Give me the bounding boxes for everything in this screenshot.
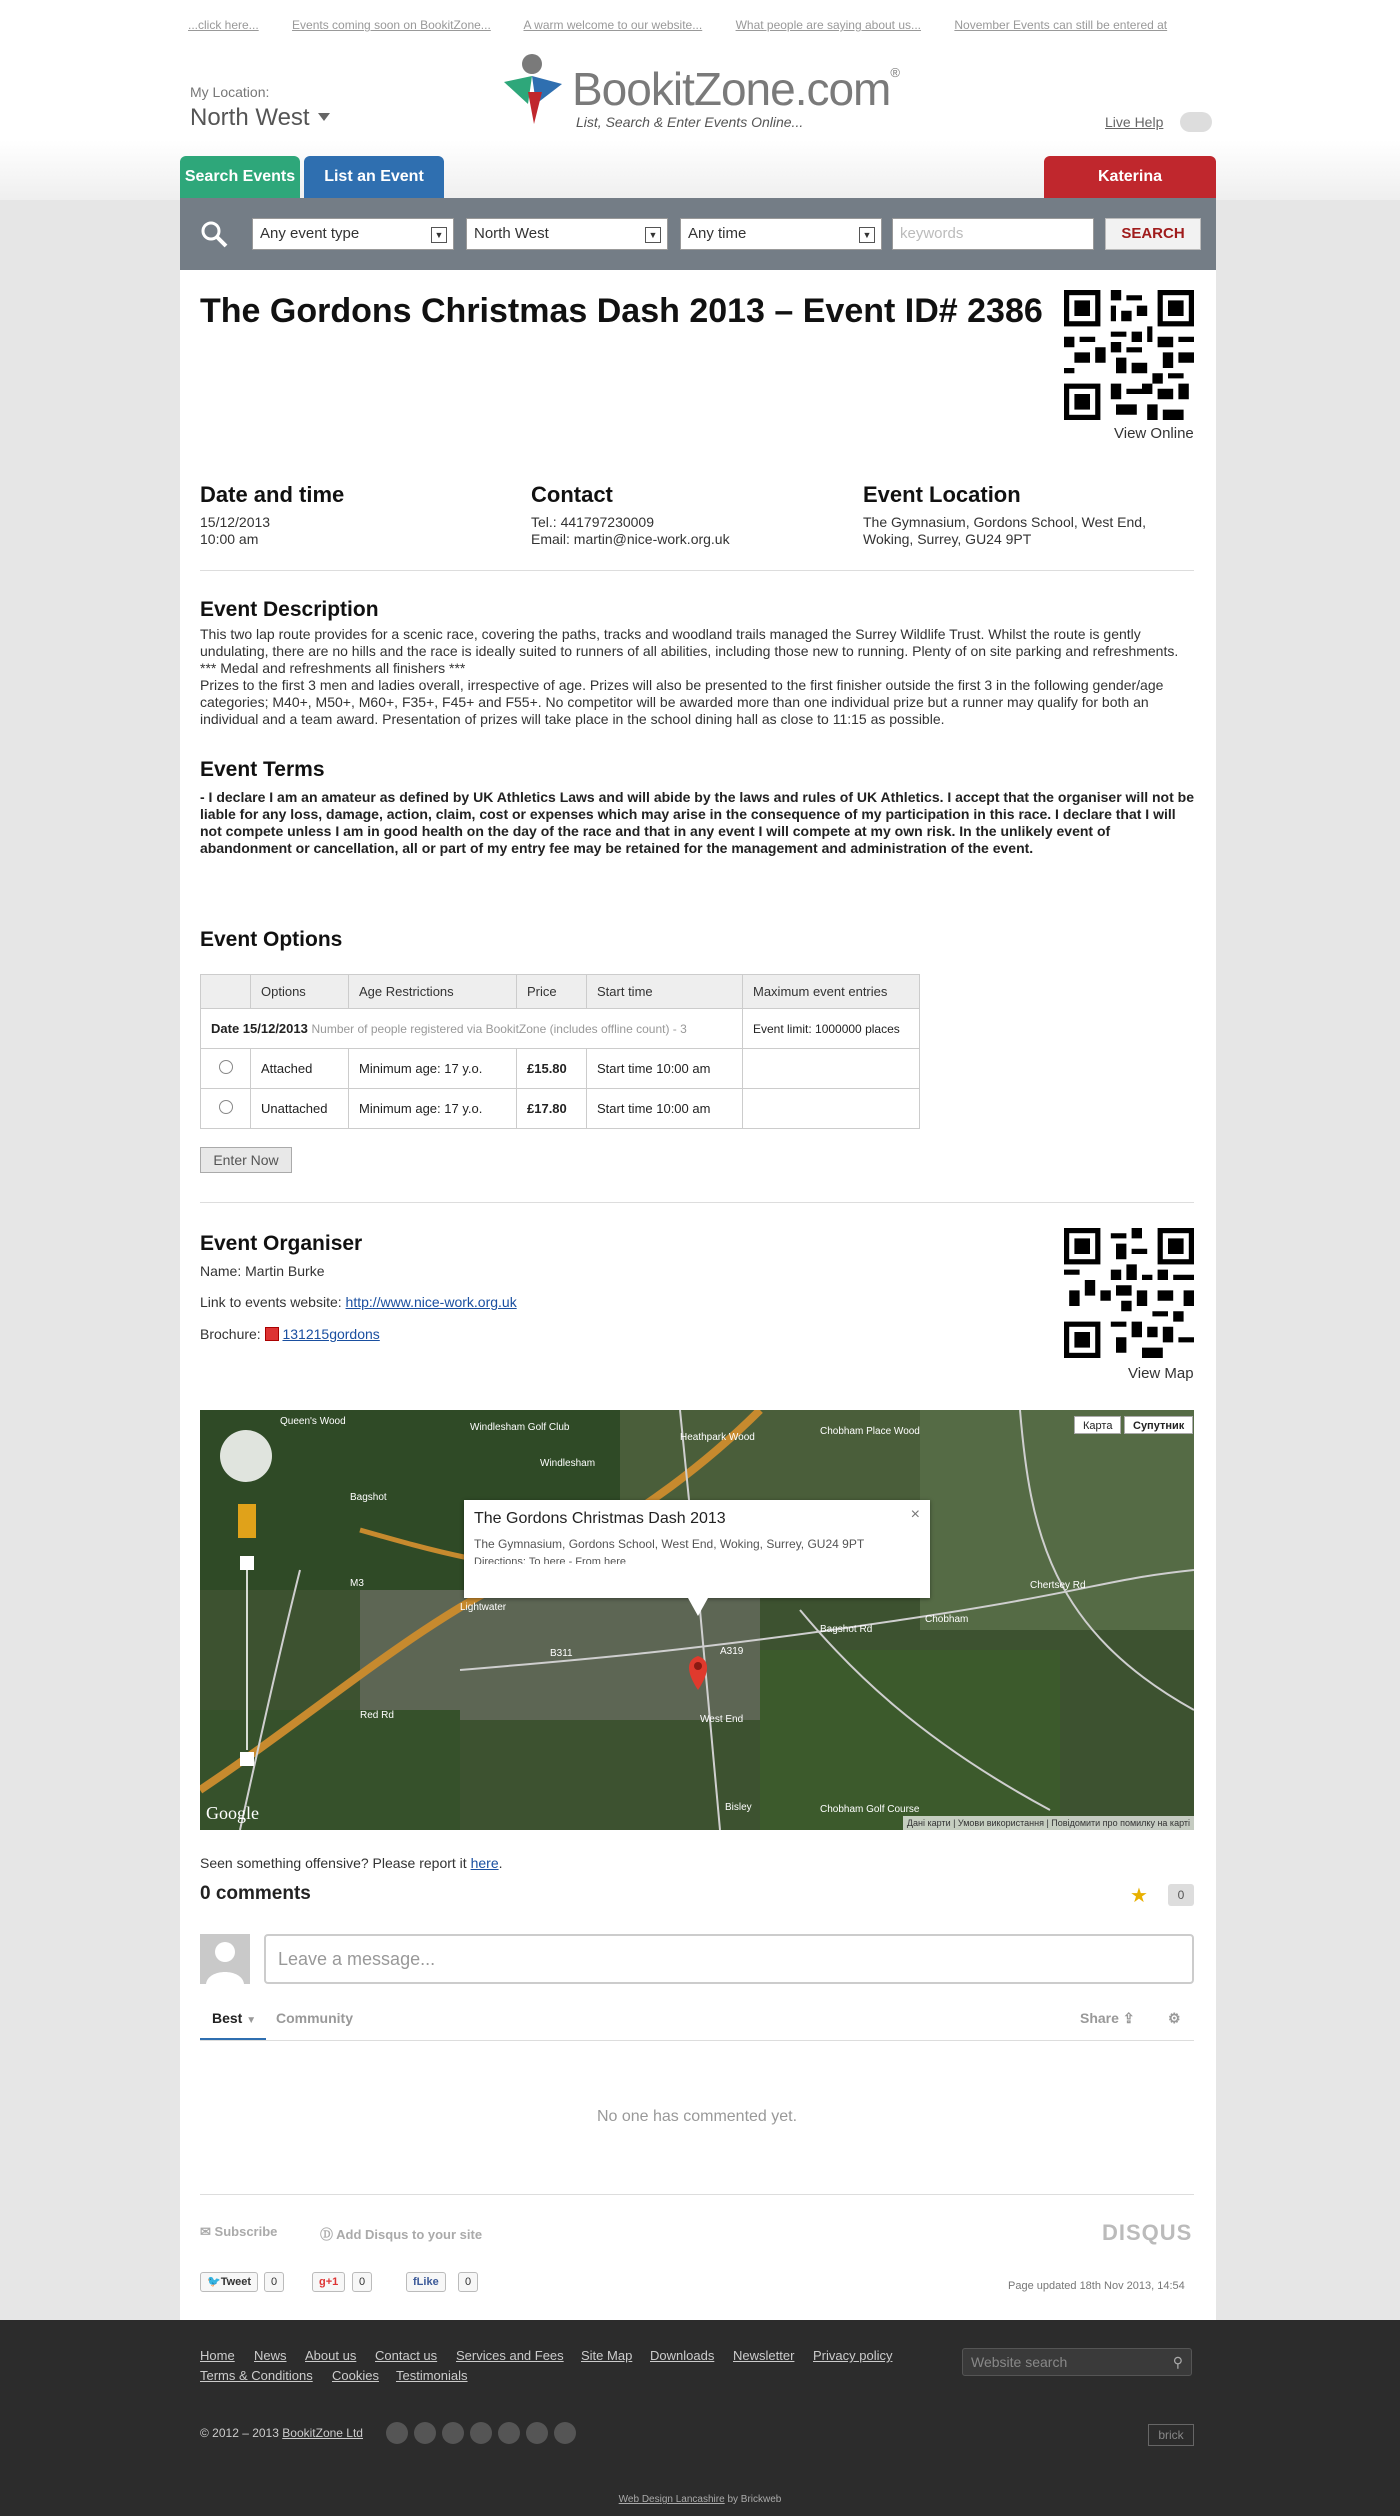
organiser-brochure: [200, 1326, 380, 1343]
caret-down-icon: ▼: [246, 2015, 257, 2026]
search-icon: ⚲: [1172, 2354, 1183, 2370]
subscribe-label: Subscribe: [214, 2224, 278, 2239]
option-date: Date 15/12/2013: [211, 1021, 308, 1036]
search-bar: [180, 198, 1216, 270]
event-description: [200, 626, 1194, 728]
report-line: [200, 1855, 503, 1872]
option-max: [743, 1089, 920, 1129]
location-value: North West: [190, 104, 310, 131]
brick-logo[interactable]: brick: [1148, 2424, 1194, 2446]
map-popup-pointer: [688, 1598, 708, 1616]
brochure-label: Brochure:: [200, 1326, 261, 1342]
ticker-link[interactable]: ...click here...: [188, 18, 259, 32]
gplus-button[interactable]: [312, 2272, 345, 2292]
dropdown-arrow-icon: ▼: [431, 227, 447, 243]
user-menu-button[interactable]: Katerina: [1044, 156, 1216, 198]
footer-link-about[interactable]: About us: [305, 2348, 357, 2363]
map-label: Red Rd: [360, 1710, 394, 1721]
news-ticker: [188, 18, 1210, 36]
footer-link-downloads[interactable]: Downloads: [650, 2348, 715, 2363]
ticker-link[interactable]: Events coming soon on BookitZone...: [292, 18, 491, 32]
region-select[interactable]: [466, 218, 668, 250]
website-label: Link to events website:: [200, 1294, 342, 1310]
table-header: Age Restrictions: [349, 975, 517, 1009]
youtube-icon[interactable]: [470, 2422, 492, 2444]
logo-name: BookitZone.com: [572, 63, 891, 115]
tab-search-events[interactable]: Search Events: [180, 156, 300, 198]
map-label: A319: [720, 1646, 744, 1657]
tweet-label: Tweet: [220, 2276, 252, 2288]
facebook-like-button[interactable]: [406, 2272, 446, 2292]
organiser-heading: Event Organiser: [200, 1232, 363, 1255]
logo-mark-icon: [492, 52, 572, 132]
footer-link-newsletter[interactable]: Newsletter: [733, 2348, 795, 2363]
map-popup-directions[interactable]: Directions: To here - From here: [474, 1556, 627, 1564]
rss-icon[interactable]: [554, 2422, 576, 2444]
location-line-1: The Gymnasium, Gordons School, West End,: [863, 514, 1146, 530]
share-button[interactable]: [1080, 2010, 1135, 2027]
company-link[interactable]: BookitZone Ltd: [282, 2426, 363, 2440]
tab-community[interactable]: Community: [276, 2010, 353, 2026]
option-age: Minimum age: 17 y.o.: [349, 1089, 517, 1129]
contact-email: Email: martin@nice-work.org.uk: [531, 531, 730, 547]
contact-phone: Tel.: 441797230009: [531, 514, 654, 530]
like-label: Like: [416, 2276, 439, 2288]
cart-icon[interactable]: [1180, 112, 1212, 132]
report-link[interactable]: here: [470, 1855, 499, 1871]
option-name: Attached: [251, 1049, 349, 1089]
divider: [200, 2194, 1194, 2195]
event-time: 10:00 am: [200, 531, 259, 547]
map-label: Bagshot Rd: [820, 1624, 873, 1635]
share-label: Share: [1080, 2010, 1119, 2026]
search-icon: [200, 220, 228, 248]
add-disqus-link[interactable]: [320, 2224, 482, 2243]
footer-link-cookies[interactable]: Cookies: [332, 2368, 379, 2383]
event-limit: Event limit: 1000000 places: [743, 1009, 920, 1049]
view-online-label[interactable]: View Online: [1114, 425, 1194, 442]
dropdown-arrow-icon: ▼: [645, 227, 661, 243]
map-info-window: [464, 1500, 930, 1598]
gplus-count: 0: [352, 2272, 372, 2292]
view-map-label[interactable]: View Map: [1128, 1365, 1194, 1382]
map-popup-address: The Gymnasium, Gordons School, West End, Woking, Surrey, GU24 9PT: [474, 1537, 865, 1551]
tweet-button[interactable]: [200, 2272, 258, 2292]
table-header: [201, 975, 251, 1009]
location-label: My Location:: [190, 84, 270, 100]
tab-best[interactable]: [212, 2010, 256, 2026]
map-type-satellite-button[interactable]: Супутник: [1124, 1416, 1193, 1434]
comments-count: 0 comments: [200, 1883, 311, 1904]
option-radio-unattached[interactable]: [219, 1100, 233, 1114]
map-label: B311: [550, 1648, 573, 1659]
search-button[interactable]: SEARCH: [1105, 218, 1201, 250]
options-heading: Event Options: [200, 928, 343, 951]
footer-link-home[interactable]: Home: [200, 2348, 235, 2363]
contact-heading: Contact: [531, 482, 613, 507]
footer-link-services[interactable]: Services and Fees: [456, 2348, 564, 2363]
footer-link-sitemap[interactable]: Site Map: [581, 2348, 633, 2363]
table-header: Options: [251, 975, 349, 1009]
logo-text: [572, 62, 899, 116]
credit-by: by Brickweb: [727, 2494, 782, 2505]
map-type-map-button[interactable]: Карта: [1074, 1416, 1121, 1434]
event-date: 15/12/2013: [200, 514, 271, 530]
twitter-icon: 🐦: [207, 2276, 221, 2288]
event-map[interactable]: [200, 1410, 1194, 1830]
website-search-placeholder: Website search: [971, 2354, 1068, 2370]
table-header: Price: [517, 975, 587, 1009]
map-label: Heathpark Wood: [680, 1432, 755, 1443]
disqus-icon: Ⓓ: [320, 2227, 334, 2242]
dropdown-arrow-icon: ▼: [859, 227, 875, 243]
map-label: Bagshot: [350, 1492, 387, 1503]
map-label: Chobham: [925, 1614, 969, 1625]
event-panel: [180, 270, 1216, 2320]
table-header: Maximum event entries: [743, 975, 920, 1009]
footer-link-news[interactable]: News: [254, 2348, 287, 2363]
page-updated: Page updated 18th Nov 2013, 14:54: [1008, 2280, 1185, 2292]
copyright: [200, 2426, 363, 2440]
event-type-value: Any event type: [260, 225, 360, 242]
live-help-link[interactable]: Live Help: [1105, 114, 1164, 130]
footer-link-testimonials[interactable]: Testimonials: [396, 2368, 468, 2383]
logo-tagline: List, Search & Enter Events Online...: [576, 114, 804, 130]
avatar: [200, 1934, 250, 1984]
tweet-count: 0: [264, 2272, 284, 2292]
star-icon[interactable]: ★: [1130, 1885, 1148, 1907]
email-icon[interactable]: [526, 2422, 548, 2444]
description-heading: Event Description: [200, 598, 379, 621]
pdf-icon: [265, 1327, 279, 1341]
option-price: £17.80: [517, 1089, 587, 1129]
star-count: 0: [1168, 1884, 1194, 1906]
organiser-name: Name: Martin Burke: [200, 1263, 325, 1279]
option-age: Minimum age: 17 y.o.: [349, 1049, 517, 1089]
satellite-map-image: [200, 1410, 1194, 1830]
no-comments-message: No one has commented yet.: [596, 2108, 798, 2125]
table-header-row: [201, 975, 920, 1009]
radio-cell: [201, 1049, 251, 1089]
map-label: Queen's Wood: [280, 1416, 346, 1427]
event-type-select[interactable]: [252, 218, 454, 250]
option-radio-attached[interactable]: [219, 1060, 233, 1074]
description-paragraph: This two lap route provides for a scenic race, covering the paths, tracks and woodland trails managed the Surrey Wildlife Trust. Whilst the route is gently undulating, there are no hills and the race is ideally suited to runners of all abilities, including those new to running. Plenty of on site parking and refreshments.: [200, 626, 1179, 659]
subscribe-link[interactable]: [200, 2224, 277, 2240]
location-heading: Event Location: [863, 482, 1021, 507]
divider: [200, 570, 1194, 571]
footer-link-terms[interactable]: Terms & Conditions: [200, 2368, 313, 2383]
report-text: Seen something offensive? Please report it: [200, 1855, 467, 1871]
design-credit: [0, 2494, 1400, 2505]
map-label: Lightwater: [460, 1602, 507, 1613]
qr-code-icon: [1064, 290, 1194, 420]
divider: [200, 1202, 1194, 1203]
logo-reg: ®: [890, 65, 899, 80]
gear-icon[interactable]: ⚙: [1168, 2010, 1181, 2026]
option-max: [743, 1049, 920, 1089]
organiser-website-link[interactable]: http://www.nice-work.org.uk: [345, 1294, 517, 1310]
ticker-link[interactable]: A warm welcome to our website...: [523, 18, 703, 32]
location-line-2: Woking, Surrey, GU24 9PT: [863, 531, 1032, 547]
disqus-logo[interactable]: DISQUS: [1102, 2220, 1193, 2245]
keywords-input[interactable]: keywords: [892, 218, 1094, 250]
site-footer: [0, 2320, 1400, 2516]
map-label: Chobham Place Wood: [820, 1426, 920, 1437]
event-options-table: [200, 974, 920, 1129]
brochure-link[interactable]: 131215gordons: [282, 1326, 380, 1342]
social-icon[interactable]: [386, 2422, 408, 2444]
time-value: Any time: [688, 225, 747, 242]
user-silhouette-icon: [200, 1934, 250, 1984]
table-row: [201, 1049, 920, 1089]
comment-input[interactable]: Leave a message...: [264, 1934, 1194, 1984]
table-header: Start time: [587, 975, 743, 1009]
option-start: Start time 10:00 am: [587, 1049, 743, 1089]
qr-code-icon: [1064, 1228, 1194, 1358]
mail-icon: ✉: [200, 2224, 211, 2239]
report-end: .: [498, 1855, 503, 1871]
option-price: £15.80: [517, 1049, 587, 1089]
map-label: Bisley: [725, 1802, 752, 1813]
linkedin-icon[interactable]: [498, 2422, 520, 2444]
registered-note: Number of people registered via BookitZone (includes offline count) - 3: [311, 1022, 687, 1036]
like-count: 0: [458, 2272, 478, 2292]
gplus-label: +1: [325, 2276, 339, 2288]
map-label: Chobham Golf Course: [820, 1804, 920, 1815]
add-disqus-label: Add Disqus to your site: [336, 2227, 483, 2242]
divider: [200, 2040, 1194, 2041]
ticker-link[interactable]: What people are saying about us...: [735, 18, 922, 32]
time-select[interactable]: [680, 218, 882, 250]
map-label: West End: [700, 1714, 744, 1725]
footer-link-privacy[interactable]: Privacy policy: [813, 2348, 893, 2363]
copyright-text: © 2012 – 2013: [200, 2426, 279, 2440]
tab-list-event[interactable]: List an Event: [304, 156, 444, 198]
map-popup-title: The Gordons Christmas Dash 2013: [474, 1510, 726, 1527]
facebook-icon[interactable]: [442, 2422, 464, 2444]
map-label: Chertsey Rd: [1030, 1580, 1086, 1591]
event-title: The Gordons Christmas Dash 2013 – Event ID# 2386: [200, 292, 1043, 330]
date-row: [201, 1009, 920, 1049]
facebook-icon: f: [413, 2276, 417, 2288]
map-label: M3: [350, 1578, 364, 1589]
description-paragraph: Prizes to the first 3 men and ladies overall, irrespective of age. Prizes will also be presented to the first finisher outside the first 3 in the following gender/age categories; M40+, M50+, M60+, F35+, F45+ and F55+. No competitor will be awarded more than one individual prize but a runner may qualify for both an individual and a team award. Presentation of prizes will take place in the school dining hall as close to 11:15 as possible.: [200, 677, 1164, 727]
date-cell: [201, 1009, 743, 1049]
site-logo[interactable]: [492, 52, 912, 132]
map-label: Windlesham Golf Club: [470, 1422, 570, 1433]
date-heading: Date and time: [200, 482, 345, 507]
tab-best-label: Best: [212, 2010, 243, 2026]
map-footer-links[interactable]: Дані карти | Умови використання | Повідомити про помилку на карті: [903, 1816, 1194, 1830]
radio-cell: [201, 1089, 251, 1129]
google-logo: Google: [206, 1803, 259, 1823]
option-name: Unattached: [251, 1089, 349, 1129]
ticker-link[interactable]: November Events can still be entered at: [954, 18, 1168, 32]
share-icon: ⇪: [1122, 2010, 1135, 2026]
option-start: Start time 10:00 am: [587, 1089, 743, 1129]
table-row: [201, 1089, 920, 1129]
organiser-website: [200, 1294, 517, 1311]
gplus-icon: g: [319, 2276, 326, 2288]
terms-heading: Event Terms: [200, 758, 325, 781]
website-search-input[interactable]: [962, 2348, 1192, 2376]
enter-now-button[interactable]: Enter Now: [200, 1147, 292, 1173]
close-icon[interactable]: ×: [910, 1506, 920, 1523]
twitter-icon[interactable]: [414, 2422, 436, 2444]
description-paragraph: *** Medal and refreshments all finishers ***: [200, 660, 466, 676]
event-terms: - I declare I am an amateur as defined by UK Athletics Laws and will abide by the laws and rules of UK Athletics. I accept that the organiser will not be liable for any loss, damage, action, claim, cost or expenses which may arise in the consequence of my participation in this race. I declare that I will not compete unless I am in good health on the day of the race and that in any event I will compete at my own risk. In the unlikely event of abandonment or cancellation, all or part of my entry fee may be retained for the management and administration of the event.: [200, 789, 1194, 856]
credit-link[interactable]: Web Design Lancashire: [618, 2494, 725, 2505]
location-selector[interactable]: [190, 104, 330, 132]
map-label: Windlesham: [540, 1458, 596, 1469]
footer-link-contact[interactable]: Contact us: [375, 2348, 438, 2363]
caret-down-icon: [318, 113, 330, 121]
region-value: North West: [474, 225, 549, 242]
